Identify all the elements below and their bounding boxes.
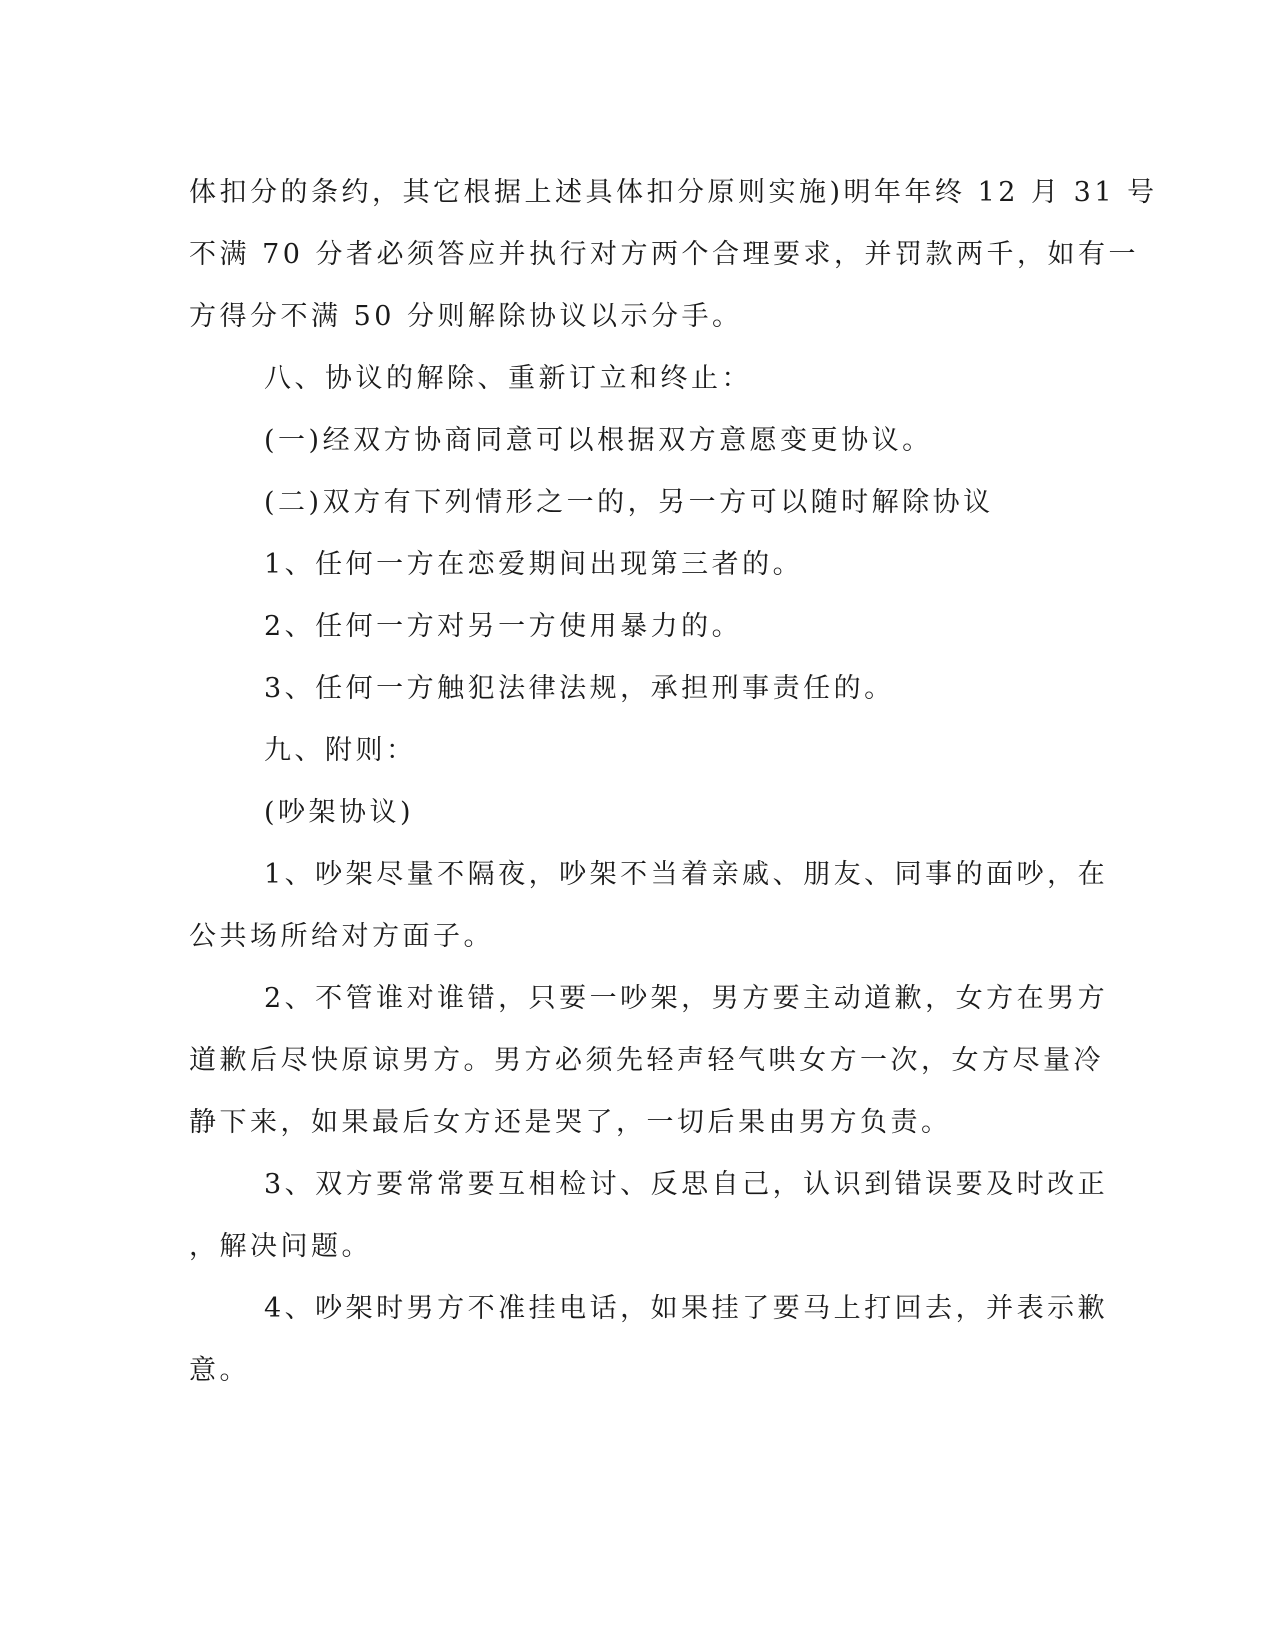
text-line: 道歉后尽快原谅男方。男方必须先轻声轻气哄女方一次，女方尽量冷 xyxy=(189,1045,1104,1076)
text-line: 不满 70 分者必须答应并执行对方两个合理要求，并罚款两千，如有一 xyxy=(189,239,1140,270)
text-line: 意。 xyxy=(189,1355,250,1386)
section-heading: 九、附则： xyxy=(264,735,417,766)
text-line: (二)双方有下列情形之一的，另一方可以随时解除协议 xyxy=(264,487,994,518)
text-line: 体扣分的条约，其它根据上述具体扣分原则实施)明年年终 12 月 31 号 xyxy=(189,177,1158,208)
subsection-heading: (吵架协议) xyxy=(264,797,415,828)
text-line: 方得分不满 50 分则解除协议以示分手。 xyxy=(189,301,743,332)
text-line: ，解决问题。 xyxy=(189,1231,372,1262)
text-line: 公共场所给对方面子。 xyxy=(189,921,494,952)
text-line: (一)经双方协商同意可以根据双方意愿变更协议。 xyxy=(264,425,933,456)
list-item: 1、吵架尽量不隔夜，吵架不当着亲戚、朋友、同事的面吵，在 xyxy=(264,859,1109,890)
list-item: 2、任何一方对另一方使用暴力的。 xyxy=(264,611,743,642)
section-heading: 八、协议的解除、重新订立和终止： xyxy=(264,363,752,394)
text-line: 静下来，如果最后女方还是哭了，一切后果由男方负责。 xyxy=(189,1107,952,1138)
list-item: 3、双方要常常要互相检讨、反思自己，认识到错误要及时改正 xyxy=(264,1169,1109,1200)
document-body xyxy=(189,162,1158,1402)
list-item: 4、吵架时男方不准挂电话，如果挂了要马上打回去，并表示歉 xyxy=(264,1293,1109,1324)
list-item: 1、任何一方在恋爱期间出现第三者的。 xyxy=(264,549,804,580)
list-item: 3、任何一方触犯法律法规，承担刑事责任的。 xyxy=(264,673,895,704)
list-item: 2、不管谁对谁错，只要一吵架，男方要主动道歉，女方在男方 xyxy=(264,983,1109,1014)
